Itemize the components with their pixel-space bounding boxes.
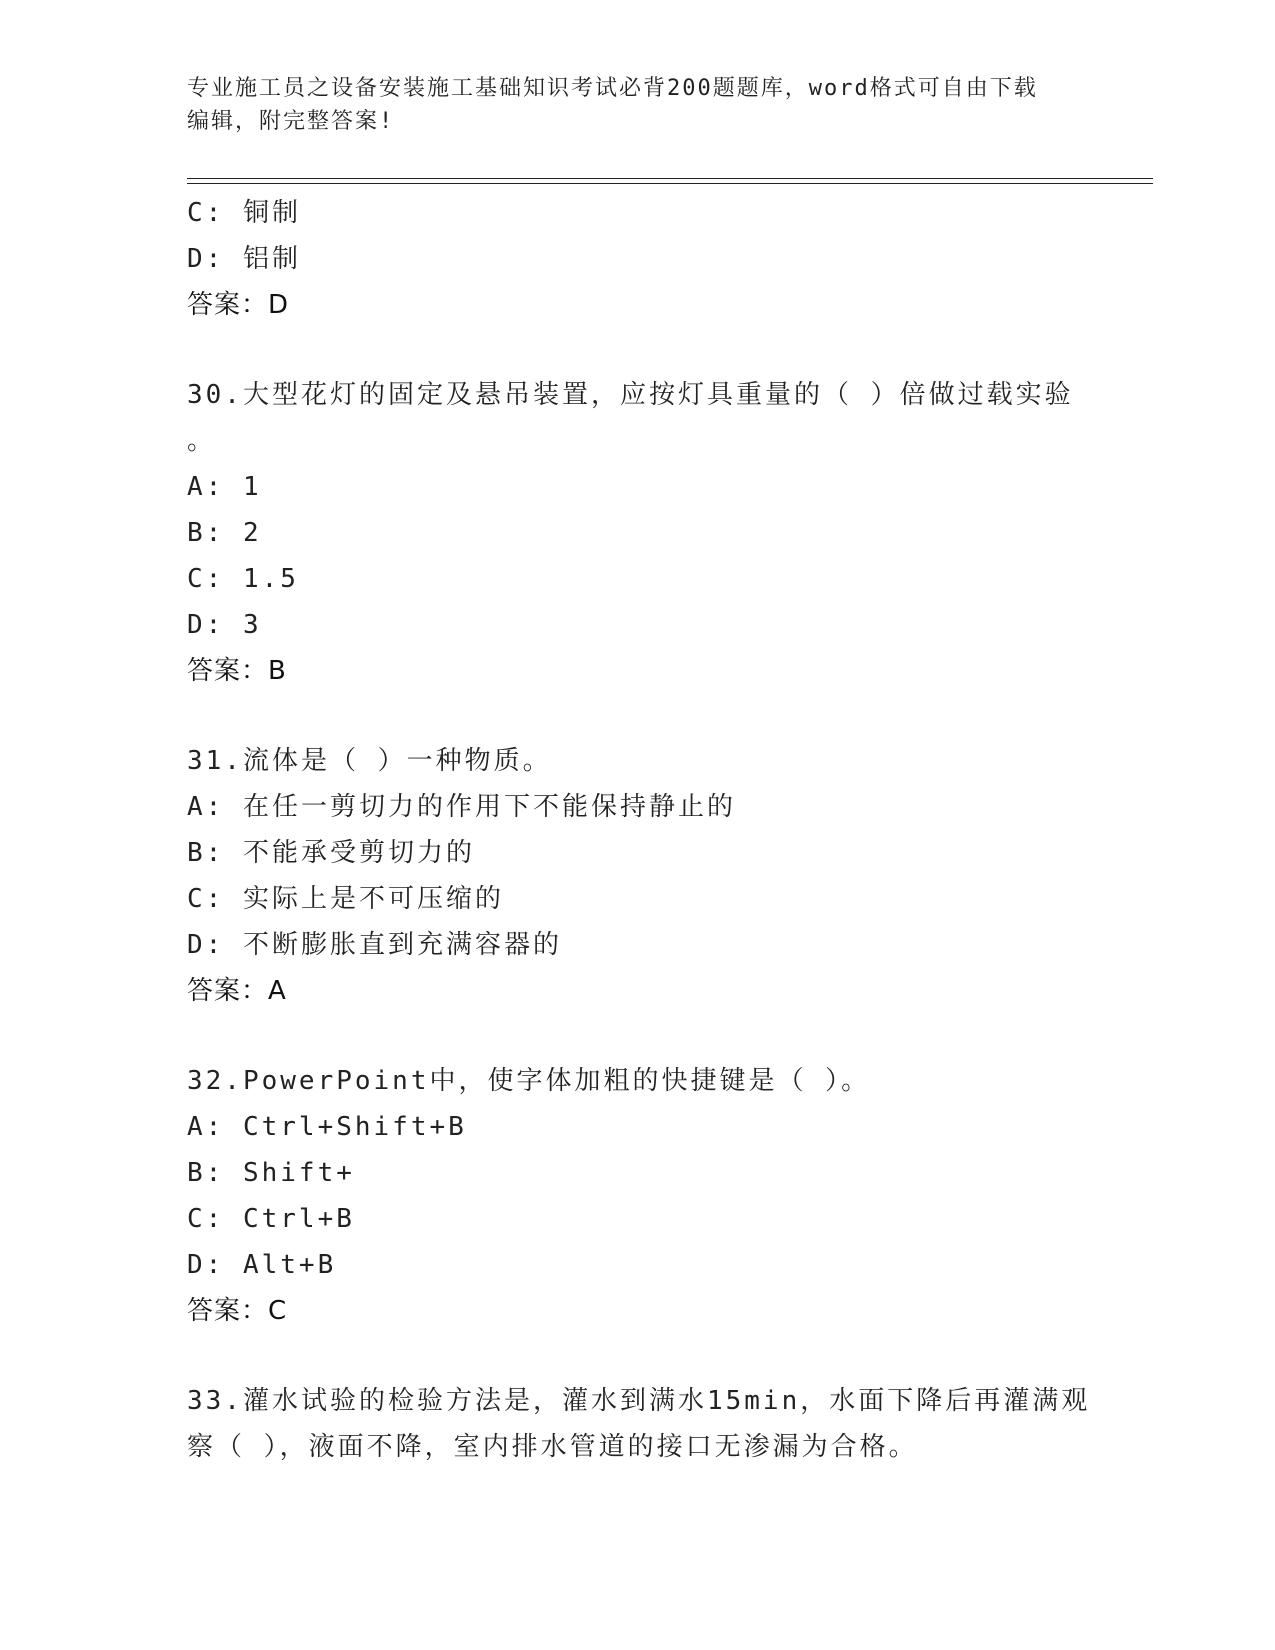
question-text: 33.灌水试验的检验方法是，灌水到满水15min，水面下降后再灌满观: [187, 1386, 1091, 1416]
option-a: A: Ctrl+Shift+B: [187, 1112, 467, 1142]
question-text: 31.流体是（ ）一种物质。: [187, 746, 552, 776]
question-32: [187, 1058, 1087, 1334]
header-divider-top: [187, 178, 1153, 179]
question-29-fragment: [187, 190, 1087, 328]
option-c: C: 铜制: [187, 198, 301, 228]
option-c: C: 实际上是不可压缩的: [187, 884, 504, 914]
answer: 答案：C: [187, 1296, 288, 1326]
option-b: B: 不能承受剪切力的: [187, 838, 475, 868]
question-text-continued: 。: [187, 426, 217, 456]
answer: 答案：D: [187, 290, 290, 320]
question-text: 30.大型花灯的固定及悬吊装置，应按灯具重量的（ ）倍做过载实验: [187, 380, 1074, 410]
answer: 答案：A: [187, 976, 287, 1006]
answer: 答案：B: [187, 656, 287, 686]
option-c: C: Ctrl+B: [187, 1204, 355, 1234]
spacer: [187, 1334, 1087, 1378]
document-body: [187, 190, 1091, 1470]
question-33: [187, 1378, 1091, 1470]
option-a: A: 在任一剪切力的作用下不能保持静止的: [187, 792, 736, 822]
option-d: D: Alt+B: [187, 1250, 337, 1280]
option-a: A: 1: [187, 472, 262, 502]
header-line-2: 编辑，附完整答案!: [187, 109, 395, 134]
question-text: 32.PowerPoint中，使字体加粗的快捷键是（ ）。: [187, 1066, 871, 1096]
header-divider-bottom: [187, 183, 1153, 184]
spacer: [187, 694, 1087, 738]
option-d: D: 3: [187, 610, 262, 640]
option-b: B: Shift+: [187, 1158, 355, 1188]
option-c: C: 1.5: [187, 564, 299, 594]
header-line-1: 专业施工员之设备安装施工基础知识考试必背200题题库，word格式可自由下载: [187, 76, 1038, 101]
question-31: [187, 738, 1087, 1014]
option-d: D: 铝制: [187, 244, 301, 274]
document-header: [187, 72, 1087, 138]
spacer: [187, 1014, 1087, 1058]
option-b: B: 2: [187, 518, 262, 548]
spacer: [187, 328, 1087, 372]
question-30: [187, 372, 1087, 694]
question-text-continued: 察（ ），液面不降，室内排水管道的接口无渗漏为合格。: [187, 1432, 918, 1462]
option-d: D: 不断膨胀直到充满容器的: [187, 930, 562, 960]
